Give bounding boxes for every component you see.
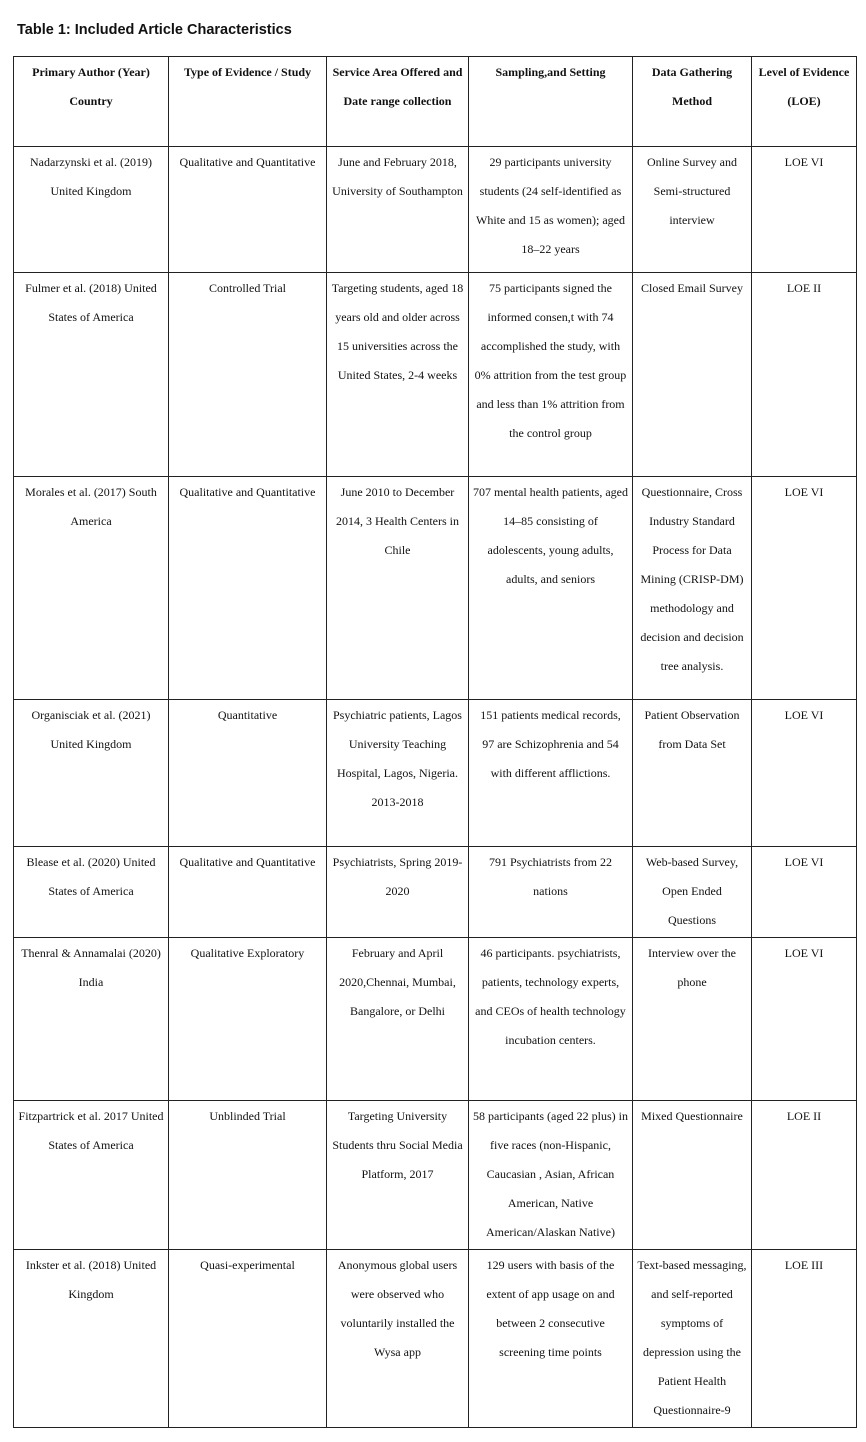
cell-author: Thenral & Annamalai (2020) India	[14, 938, 169, 1101]
cell-sampling: 129 users with basis of the extent of app usage on and between 2 consecutive screening time points	[469, 1250, 633, 1428]
cell-service-area: Targeting University Students thru Social Media Platform, 2017	[327, 1101, 469, 1250]
cell-evidence-type: Qualitative Exploratory	[169, 938, 327, 1101]
cell-loe: LOE VI	[752, 938, 857, 1101]
cell-evidence-type: Unblinded Trial	[169, 1101, 327, 1250]
cell-method: Mixed Questionnaire	[633, 1101, 752, 1250]
cell-evidence-type: Qualitative and Quantitative	[169, 147, 327, 273]
cell-author: Inkster et al. (2018) United Kingdom	[14, 1250, 169, 1428]
cell-sampling: 58 participants (aged 22 plus) in five races (non-Hispanic, Caucasian , Asian, African American, Native American/Alaskan Native)	[469, 1101, 633, 1250]
cell-loe: LOE VI	[752, 477, 857, 700]
header-sampling-setting: Sampling,and Setting	[469, 57, 633, 147]
cell-method: Closed Email Survey	[633, 273, 752, 477]
table-row	[14, 1101, 857, 1250]
header-level-of-evidence: Level of Evidence (LOE)	[752, 57, 857, 147]
cell-loe: LOE II	[752, 1101, 857, 1250]
cell-method: Text-based messaging, and self-reported symptoms of depression using the Patient Health Questionnaire-9	[633, 1250, 752, 1428]
header-author-country: Primary Author (Year) Country	[14, 57, 169, 147]
header-data-gathering: Data Gathering Method	[633, 57, 752, 147]
header-row	[14, 57, 857, 147]
cell-author: Nadarzynski et al. (2019) United Kingdom	[14, 147, 169, 273]
cell-sampling: 75 participants signed the informed consen,t with 74 accomplished the study, with 0% attrition from the test group and less than 1% attrition from the control group	[469, 273, 633, 477]
table-row	[14, 700, 857, 847]
cell-service-area: February and April 2020,Chennai, Mumbai, Bangalore, or Delhi	[327, 938, 469, 1101]
cell-author: Fulmer et al. (2018) United States of America	[14, 273, 169, 477]
cell-loe: LOE III	[752, 1250, 857, 1428]
cell-sampling: 46 participants. psychiatrists, patients, technology experts, and CEOs of health technology incubation centers.	[469, 938, 633, 1101]
table-row	[14, 938, 857, 1101]
cell-sampling: 29 participants university students (24 self-identified as White and 15 as women); aged 18–22 years	[469, 147, 633, 273]
cell-sampling: 707 mental health patients, aged 14–85 consisting of adolescents, young adults, adults, and seniors	[469, 477, 633, 700]
cell-loe: LOE II	[752, 273, 857, 477]
cell-service-area: Targeting students, aged 18 years old and older across 15 universities across the United States, 2-4 weeks	[327, 273, 469, 477]
cell-evidence-type: Quasi-experimental	[169, 1250, 327, 1428]
cell-method: Patient Observation from Data Set	[633, 700, 752, 847]
cell-service-area: Psychiatric patients, Lagos University Teaching Hospital, Lagos, Nigeria. 2013-2018	[327, 700, 469, 847]
cell-loe: LOE VI	[752, 700, 857, 847]
cell-method: Web-based Survey, Open Ended Questions	[633, 847, 752, 938]
cell-evidence-type: Qualitative and Quantitative	[169, 847, 327, 938]
cell-sampling: 151 patients medical records, 97 are Schizophrenia and 54 with different afflictions.	[469, 700, 633, 847]
cell-service-area: Anonymous global users were observed who voluntarily installed the Wysa app	[327, 1250, 469, 1428]
header-service-area: Service Area Offered and Date range collection	[327, 57, 469, 147]
table-row	[14, 1250, 857, 1428]
cell-method: Online Survey and Semi-structured interview	[633, 147, 752, 273]
cell-sampling: 791 Psychiatrists from 22 nations	[469, 847, 633, 938]
table-row	[14, 273, 857, 477]
cell-author: Organisciak et al. (2021) United Kingdom	[14, 700, 169, 847]
cell-evidence-type: Qualitative and Quantitative	[169, 477, 327, 700]
table-caption: Table 1: Included Article Characteristics	[17, 22, 292, 38]
table-row	[14, 477, 857, 700]
cell-evidence-type: Quantitative	[169, 700, 327, 847]
cell-author: Blease et al. (2020) United States of America	[14, 847, 169, 938]
cell-author: Fitzpartrick et al. 2017 United States of America	[14, 1101, 169, 1250]
cell-loe: LOE VI	[752, 847, 857, 938]
cell-service-area: Psychiatrists, Spring 2019-2020	[327, 847, 469, 938]
table-row	[14, 847, 857, 938]
header-evidence-type: Type of Evidence / Study	[169, 57, 327, 147]
cell-loe: LOE VI	[752, 147, 857, 273]
table-row	[14, 147, 857, 273]
cell-service-area: June 2010 to December 2014, 3 Health Centers in Chile	[327, 477, 469, 700]
cell-method: Questionnaire, Cross Industry Standard Process for Data Mining (CRISP-DM) methodology and decision and decision tree analysis.	[633, 477, 752, 700]
cell-author: Morales et al. (2017) South America	[14, 477, 169, 700]
cell-method: Interview over the phone	[633, 938, 752, 1101]
article-characteristics-table	[13, 56, 857, 1428]
cell-evidence-type: Controlled Trial	[169, 273, 327, 477]
cell-service-area: June and February 2018, University of Southampton	[327, 147, 469, 273]
